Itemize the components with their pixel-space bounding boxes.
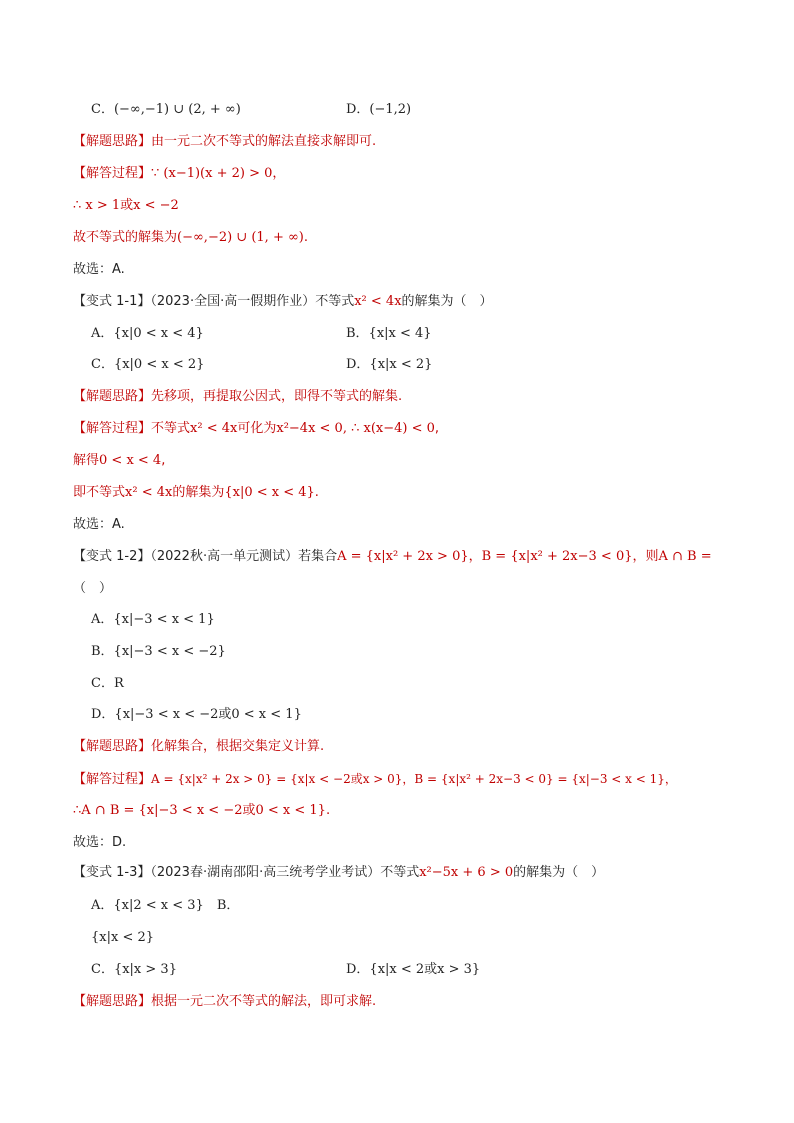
solution-set: ∴A ∩ B = {x|−3 < x < −2或0 < x < 1}. (73, 803, 331, 818)
solution-text: 不等式 (151, 421, 191, 436)
question-1-3 (73, 862, 734, 884)
section-tag: 【解题思路】 (73, 739, 152, 754)
solution-set: {x|0 < x < 4} (224, 485, 315, 500)
solution-step-text: ∴ x > 1或x < −2 (73, 198, 179, 213)
solution-math: x² < 4x (125, 485, 173, 500)
question-head: 【变式 1-1】（2023·全国·高一假期作业）不等式 (73, 294, 355, 309)
section-tag: 【解题思路】 (73, 994, 152, 1009)
question-tail: 的解集为（ ） (513, 865, 605, 880)
solution-step: ∵ (x−1)(x + 2) > 0， (151, 166, 286, 181)
solution-math: x²−4x < 0, ∴ x(x−4) < 0 (276, 421, 435, 436)
solution-idea-text: 化解集合，根据交集定义计算. (151, 739, 325, 754)
option-row (91, 895, 734, 917)
solution-conclusion (73, 227, 734, 249)
section-tag: 【解答过程】 (73, 421, 152, 436)
answer-line (73, 259, 734, 281)
question-head: 【变式 1-2】（2022秋·高一单元测试）若集合 (73, 549, 338, 564)
solution-process (73, 768, 734, 790)
section-tag: 【解答过程】 (73, 166, 152, 181)
option-d: D．(−1,2) (346, 102, 412, 117)
question-head: 【变式 1-3】（2023春·湖南邵阳·高三统考学业考试）不等式 (73, 865, 420, 880)
solution-math: 0 < x < 4 (99, 453, 162, 468)
question-tail: 的解集为（ ） (401, 294, 493, 309)
solution-idea (73, 131, 734, 153)
option-c: C．{x|x > 3} (91, 962, 177, 977)
option-b (91, 641, 734, 663)
option-a-text: A．{x|−3 < x < 1} (91, 612, 215, 627)
question-inequality: x²−5x + 6 > 0 (419, 865, 514, 880)
option-d-text: D．{x|−3 < x < −2或0 < x < 1} (91, 707, 302, 722)
option-b-text: {x|x < 2} (91, 930, 155, 945)
option-row (91, 959, 734, 981)
solution-process (73, 418, 734, 440)
question-paren (73, 578, 734, 600)
solution-idea (73, 386, 734, 408)
solution-idea (73, 991, 734, 1013)
solution-step (73, 450, 734, 472)
answer-text: 故选：D. (73, 835, 127, 850)
option-b-text: B．{x|−3 < x < −2} (91, 644, 226, 659)
solution-set: (−∞,−2) ∪ (1, + ∞) (177, 230, 304, 245)
option-b-continued (91, 927, 734, 949)
section-tag: 【解答过程】 (73, 772, 152, 787)
answer-text: 故选：A. (73, 262, 125, 277)
question-sets: A = {x|x² + 2x > 0}，B = {x|x² + 2x−3 < 0} (337, 549, 633, 564)
solution-text: , (434, 421, 440, 436)
question-1-2 (73, 546, 734, 568)
answer-line (73, 514, 734, 536)
option-a-b-text: A．{x|2 < x < 3} B． (91, 898, 240, 913)
option-d: D．{x|x < 2或x > 3} (346, 962, 481, 977)
question-tail: ，则A ∩ B = (632, 549, 712, 564)
question-inequality: x² < 4x (354, 294, 402, 309)
solution-step (73, 195, 734, 217)
option-c: C．{x|0 < x < 2} (91, 357, 205, 372)
solution-idea-text: 由一元二次不等式的解法直接求解即可. (151, 134, 377, 149)
solution-conclusion (73, 482, 734, 504)
option-row (91, 99, 734, 121)
solution-process (73, 163, 734, 185)
solution-idea-text: 先移项，再提取公因式，即得不等式的解集. (151, 389, 403, 404)
option-d (91, 704, 734, 726)
solution-idea (73, 736, 734, 758)
conclusion-end: . (303, 230, 309, 245)
solution-idea-text: 根据一元二次不等式的解法，即可求解. (151, 994, 377, 1009)
conclusion-text: 故不等式的解集为 (73, 230, 178, 245)
solution-text: 即不等式 (73, 485, 126, 500)
section-tag: 【解题思路】 (73, 389, 152, 404)
option-a (91, 609, 734, 631)
solution-text: , (161, 453, 166, 468)
solution-text: . (314, 485, 319, 500)
solution-text: 可化为 (237, 421, 277, 436)
section-tag: 【解题思路】 (73, 134, 152, 149)
answer-text: 故选：A. (73, 517, 125, 532)
question-blank: （ ） (73, 581, 113, 596)
question-1-1 (73, 291, 734, 313)
solution-math: x² < 4x (190, 421, 238, 436)
option-c (91, 673, 734, 695)
option-a: A．{x|0 < x < 4} (91, 326, 204, 341)
option-c-text: C．R (91, 676, 124, 691)
option-row (91, 354, 734, 376)
option-c: C．(−∞,−1) ∪ (2, + ∞) (91, 102, 241, 117)
solution-text: 解得 (73, 453, 100, 468)
option-d: D．{x|x < 2} (346, 357, 433, 372)
solution-math: A = {x|x² + 2x > 0} = {x|x < −2或x > 0}，B = {x|x² + 2x−3 < 0} = {x|−3 < x < 1}， (151, 772, 677, 786)
solution-text: 的解集为 (172, 485, 225, 500)
option-row (91, 323, 734, 345)
answer-line (73, 832, 734, 854)
option-b: B．{x|x < 4} (346, 326, 432, 341)
solution-conclusion (73, 800, 734, 822)
